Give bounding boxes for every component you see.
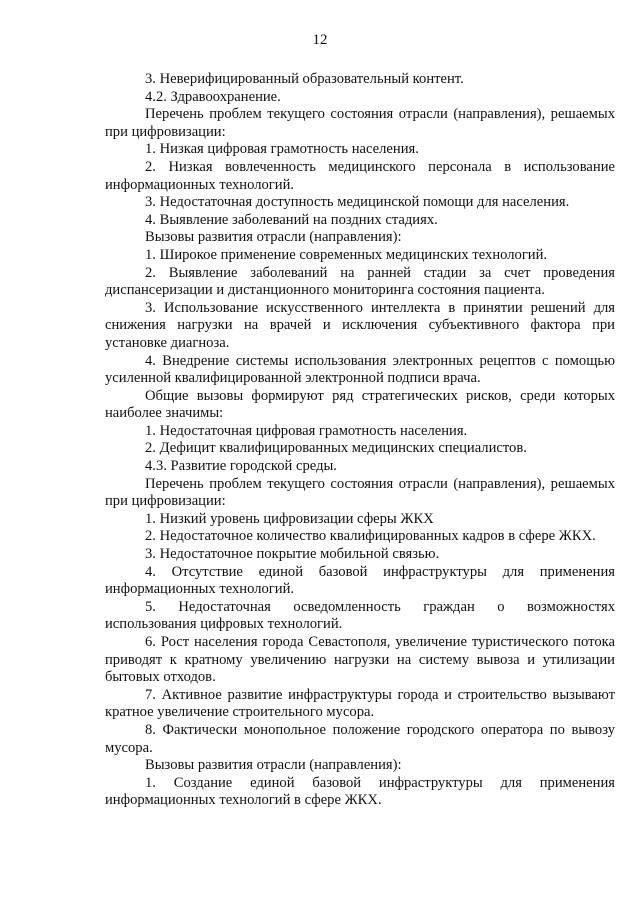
list-item: 1. Широкое применение современных медицинских технологий. bbox=[145, 246, 548, 263]
list-item: 3. Использование искусственного интеллекта в принятии решений для снижения нагрузки на врачей и исключения субъективного фактора при установке диагноза. bbox=[105, 299, 615, 351]
list-item: 8. Фактически монопольное положение городского оператора по вывозу мусора. bbox=[105, 721, 615, 756]
paragraph: 3. Неверифицированный образовательный контент. bbox=[145, 71, 464, 87]
list-item: 1. Низкая цифровая грамотность населения. bbox=[145, 141, 419, 158]
list-item: 7. Активное развитие инфраструктуры города и строительство вызывают кратное увеличение строительного мусора. bbox=[105, 686, 615, 721]
list-item: 1. Недостаточная цифровая грамотность населения. bbox=[145, 422, 468, 439]
list-item: 3. Недостаточное покрытие мобильной связью. bbox=[145, 546, 440, 563]
list-item: 4. Выявление заболеваний на поздних стадиях. bbox=[145, 211, 438, 228]
list-item: 2. Недостаточное количество квалифицированных кадров в сфере ЖКХ. bbox=[145, 528, 596, 545]
list-item: 4. Внедрение системы использования электронных рецептов с помощью усиленной квалифицированной электронной подписи врача. bbox=[105, 352, 615, 387]
list-item: 1. Создание единой базовой инфраструктуры для применения информационных технологий в сфере ЖКХ. bbox=[105, 774, 615, 809]
section-heading: 4.2. Здравоохранение. bbox=[145, 88, 281, 105]
document-body bbox=[105, 71, 615, 810]
list-item: 4. Отсутствие единой базовой инфраструктуры для применения информационных технологий. bbox=[105, 563, 615, 598]
page-number: 12 bbox=[312, 32, 328, 48]
list-item: 6. Рост населения города Севастополя, увеличение туристического потока приводят к кратному увеличению нагрузки на систему вывоза и утилизации бытовых отходов. bbox=[105, 634, 615, 686]
list-item: 2. Низкая вовлеченность медицинского персонала в использование информационных технологий. bbox=[105, 158, 615, 193]
paragraph: Общие вызовы формируют ряд стратегических рисков, среди которых наиболее значимы: bbox=[105, 387, 615, 422]
list-item: 5. Недостаточная осведомленность граждан о возможностях использования цифровых технологий. bbox=[105, 598, 615, 633]
list-item: 2. Дефицит квалифицированных медицинских специалистов. bbox=[145, 440, 527, 457]
paragraph: Перечень проблем текущего состояния отрасли (направления), решаемых при цифровизации: bbox=[105, 106, 615, 140]
section-heading: 4.3. Развитие городской среды. bbox=[145, 458, 337, 475]
paragraph: Вызовы развития отрасли (направления): bbox=[145, 229, 402, 246]
paragraph: Вызовы развития отрасли (направления): bbox=[145, 757, 402, 774]
list-item: 2. Выявление заболеваний на ранней стадии за счет проведения диспансеризации и дистанционного мониторинга состояния пациента. bbox=[105, 264, 615, 299]
list-item: 3. Недостаточная доступность медицинской помощи для населения. bbox=[145, 194, 570, 211]
list-item: 1. Низкий уровень цифровизации сферы ЖКХ bbox=[145, 510, 434, 527]
paragraph: Перечень проблем текущего состояния отрасли (направления), решаемых при цифровизации: bbox=[105, 475, 615, 510]
